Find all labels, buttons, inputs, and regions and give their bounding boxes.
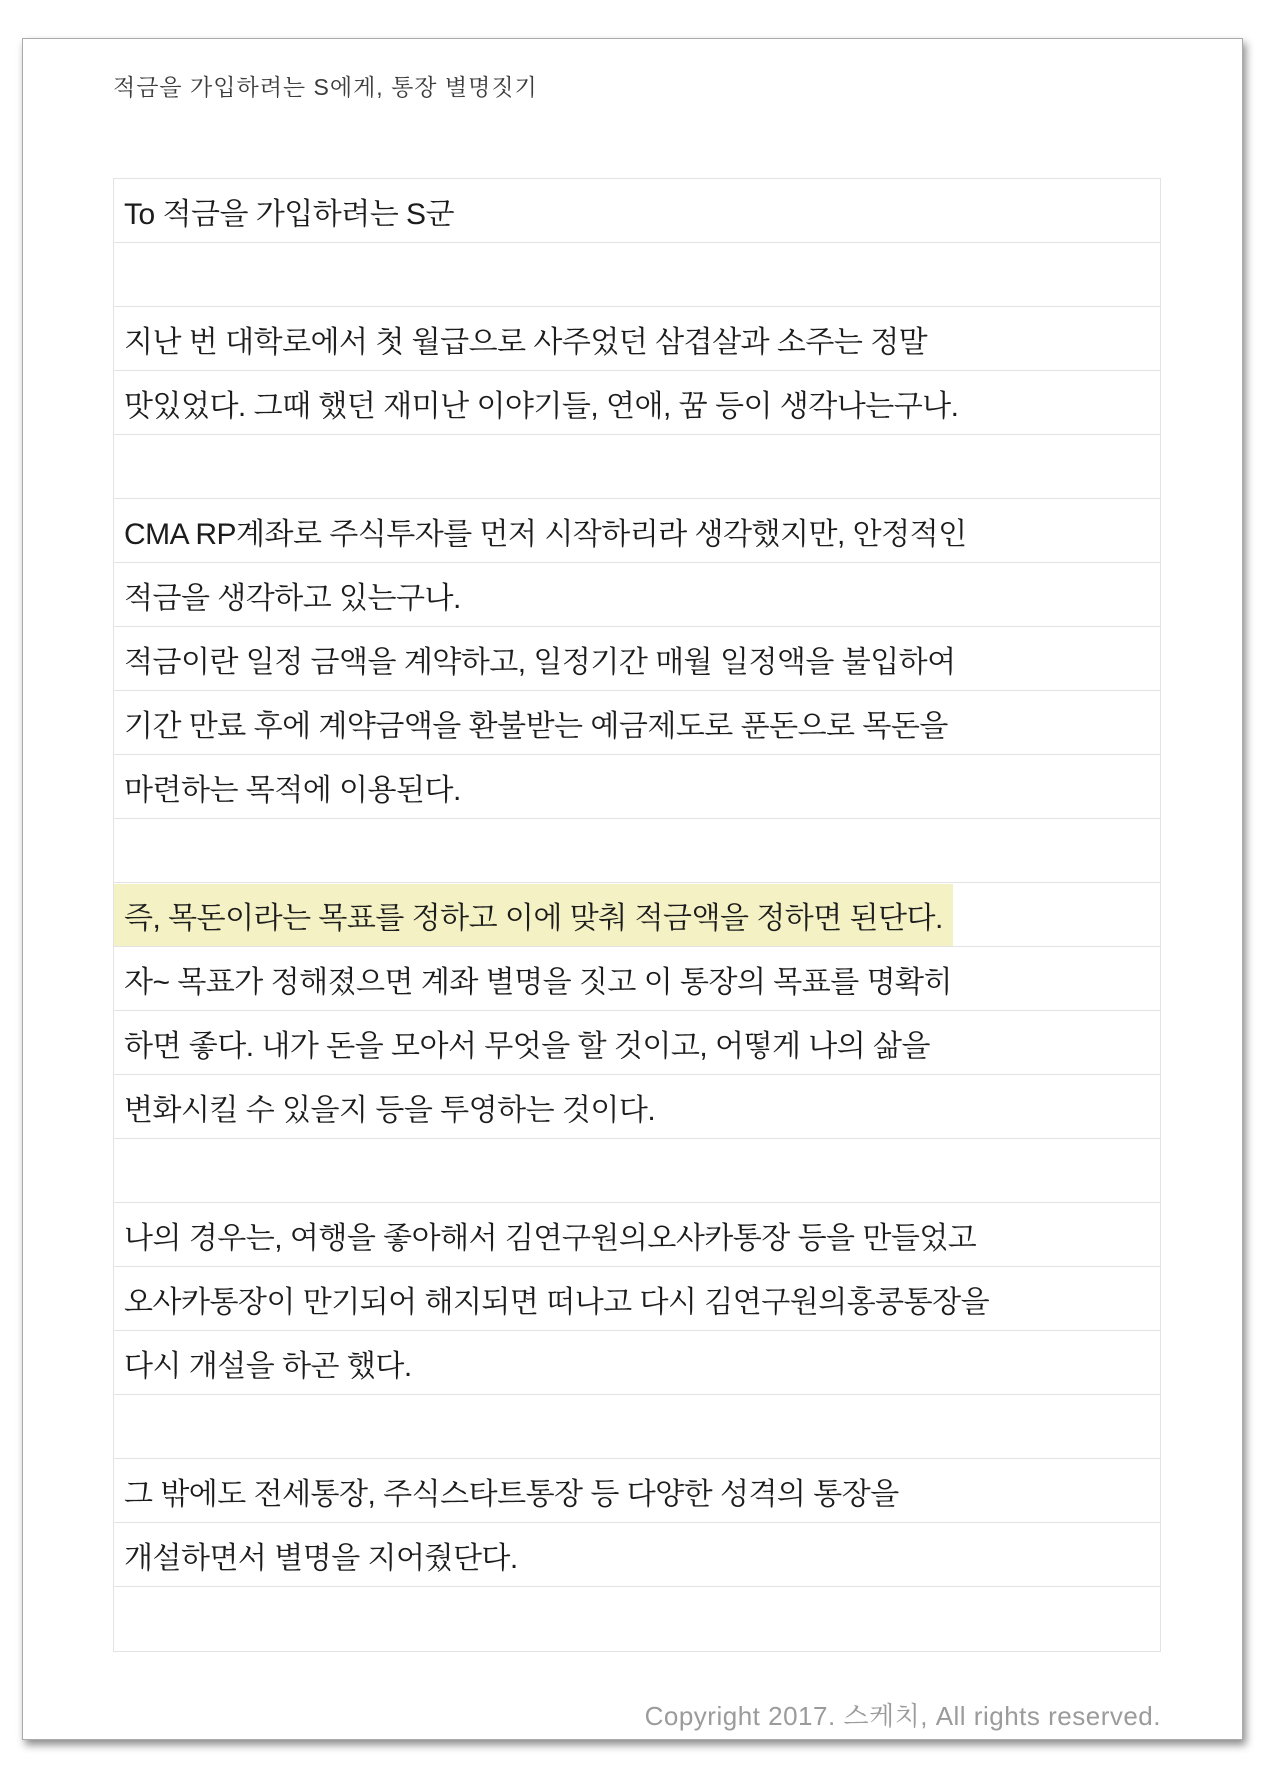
table-row [114,1011,1160,1075]
table-row-empty [114,1395,1160,1459]
row-text: 맛있었다. 그때 했던 재미난 이야기들, 연애, 꿈 등이 생각나는구나. [124,389,959,423]
post-title: 적금을 가입하려는 S에게, 통장 별명짓기 [113,74,538,100]
table-row [114,499,1160,563]
table-row-empty [114,435,1160,499]
row-text: To 적금을 가입하려는 S군 [124,197,455,231]
row-text: 변화시킬 수 있을지 등을 투영하는 것이다. [124,1093,656,1127]
row-text: 오사카통장이 만기되어 해지되면 떠나고 다시 김연구원의홍콩통장을 [124,1285,990,1319]
table-row-empty [114,1139,1160,1203]
table-row-empty [114,819,1160,883]
table-row [114,947,1160,1011]
table-row [114,1203,1160,1267]
row-text: 다시 개설을 하곤 했다. [124,1349,412,1383]
copyright-text: Copyright 2017. 스케치, All rights reserved. [644,1701,1161,1731]
row-text: 자~ 목표가 정해졌으면 계좌 별명을 짓고 이 통장의 목표를 명확히 [124,965,953,999]
table-row [114,1459,1160,1523]
row-text: 개설하면서 별명을 지어줬단다. [124,1541,518,1575]
row-text: 지난 번 대학로에서 첫 월급으로 사주었던 삼겹살과 소주는 정말 [124,325,928,359]
table-row [114,1075,1160,1139]
table-row-empty [114,243,1160,307]
row-text: 나의 경우는, 여행을 좋아해서 김연구원의오사카통장 등을 만들었고 [124,1221,977,1255]
highlighted-text: 즉, 목돈이라는 목표를 정하고 이에 맞춰 적금액을 정하면 된단다. [114,884,953,946]
table-row [114,1523,1160,1587]
table-row [114,1331,1160,1395]
document-page [22,38,1243,1740]
table-row [114,627,1160,691]
row-text: 기간 만료 후에 계약금액을 환불받는 예금제도로 푼돈으로 목돈을 [124,709,948,743]
table-row-empty [114,1587,1160,1651]
row-text: 그 밖에도 전세통장, 주식스타트통장 등 다양한 성격의 통장을 [124,1477,899,1511]
row-text: 하면 좋다. 내가 돈을 모아서 무엇을 할 것이고, 어떻게 나의 삶을 [124,1029,931,1063]
table-row [114,179,1160,243]
table-row [114,1267,1160,1331]
row-text: 적금을 생각하고 있는구나. [124,581,461,615]
row-text: 적금이란 일정 금액을 계약하고, 일정기간 매월 일정액을 불입하여 [124,645,956,679]
table-row [114,307,1160,371]
table-row [114,755,1160,819]
row-text: 마련하는 목적에 이용된다. [124,773,461,807]
content-table [113,178,1161,1652]
table-row [114,883,1160,947]
table-row [114,371,1160,435]
table-row [114,563,1160,627]
table-row [114,691,1160,755]
row-text: CMA RP계좌로 주식투자를 먼저 시작하리라 생각했지만, 안정적인 [124,517,967,551]
